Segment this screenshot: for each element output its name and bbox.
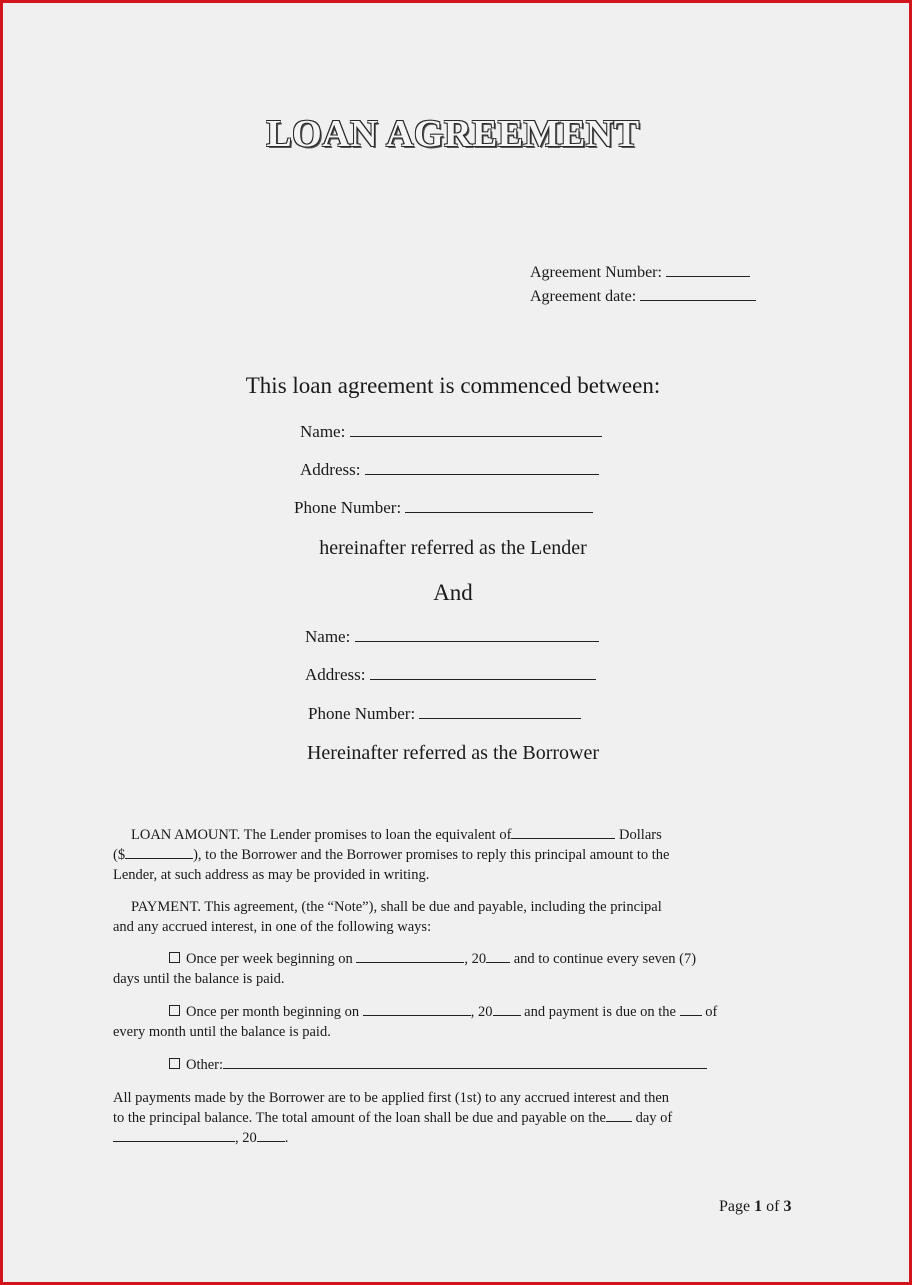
agreement-date-line xyxy=(530,286,756,306)
borrower-phone-label: Phone Number: xyxy=(308,704,416,723)
loan-amount-figure-blank[interactable] xyxy=(125,846,193,859)
lender-role: hereinafter referred as the Lender xyxy=(319,537,587,559)
loan-amount-paragraph: LOAN AMOUNT. The Lender promises to loan the equivalent of Dollars ($ ), to the Borrower and the Borrower promises to reply this principal amount to the Lender, at such address as may be provided in writing. xyxy=(113,827,670,883)
lender-phone-line xyxy=(294,498,593,518)
agreement-date-blank[interactable] xyxy=(640,286,756,301)
lender-phone-blank[interactable] xyxy=(405,498,593,513)
borrower-phone-blank[interactable] xyxy=(419,704,581,719)
agreement-number-label: Agreement Number: xyxy=(530,264,662,281)
borrower-role: Hereinafter referred as the Borrower xyxy=(306,742,600,764)
borrower-address-blank[interactable] xyxy=(370,665,596,680)
lender-name-blank[interactable] xyxy=(350,422,602,437)
application-paragraph: All payments made by the Borrower are to be applied first (1st) to any accrued interest and then to the principal balance. The total amount of the loan shall be due and payable on the day of , 20 . xyxy=(113,1090,673,1146)
payment-paragraph: PAYMENT. This agreement, (the “Note”), shall be due and payable, including the principal and any accrued interest, in one of the following ways: xyxy=(113,899,662,935)
borrower-name-blank[interactable] xyxy=(355,627,599,642)
due-year-blank[interactable] xyxy=(257,1129,285,1142)
borrower-address-line xyxy=(305,665,596,685)
current-page: 1 xyxy=(754,1198,763,1215)
page-number: Page 1 of 3 xyxy=(719,1198,792,1215)
payment-option-monthly: Once per month beginning on , 20 and payment is due on the of every month until the balance is paid. xyxy=(113,1004,718,1040)
monthly-start-blank[interactable] xyxy=(363,1003,471,1016)
monthly-day-blank[interactable] xyxy=(680,1003,702,1016)
weekly-year-blank[interactable] xyxy=(486,950,510,963)
due-day-blank[interactable] xyxy=(606,1109,632,1122)
and-separator: And xyxy=(433,580,473,605)
due-month-blank[interactable] xyxy=(113,1129,235,1142)
monthly-checkbox[interactable] xyxy=(169,1005,180,1016)
loan-amount-heading: LOAN AMOUNT. xyxy=(131,827,241,843)
lender-phone-label: Phone Number: xyxy=(294,498,402,517)
weekly-checkbox[interactable] xyxy=(169,952,180,963)
lender-name-line xyxy=(300,422,602,442)
borrower-address-label: Address: xyxy=(305,665,366,684)
payment-option-weekly: Once per week beginning on , 20 and to continue every seven (7) days until the balance is paid. xyxy=(113,951,697,987)
lender-address-blank[interactable] xyxy=(365,460,599,475)
other-blank[interactable] xyxy=(223,1056,707,1069)
other-checkbox[interactable] xyxy=(169,1058,180,1069)
intro-heading: This loan agreement is commenced between: xyxy=(245,373,661,398)
lender-address-line xyxy=(300,460,599,480)
payment-heading: PAYMENT. xyxy=(131,899,201,915)
borrower-name-line xyxy=(305,627,599,647)
agreement-date-label: Agreement date: xyxy=(530,288,637,305)
agreement-number-line xyxy=(530,262,750,282)
total-pages: 3 xyxy=(783,1198,792,1215)
payment-option-other: Other: xyxy=(113,1055,793,1075)
agreement-number-blank[interactable] xyxy=(666,262,750,277)
document-title: LOAN AGREEMENT xyxy=(266,113,640,155)
weekly-start-blank[interactable] xyxy=(356,950,464,963)
lender-name-label: Name: xyxy=(300,422,346,441)
borrower-name-label: Name: xyxy=(305,627,351,646)
monthly-year-blank[interactable] xyxy=(493,1003,521,1016)
borrower-phone-line xyxy=(308,704,581,724)
loan-amount-words-blank[interactable] xyxy=(511,826,615,839)
lender-address-label: Address: xyxy=(300,460,361,479)
